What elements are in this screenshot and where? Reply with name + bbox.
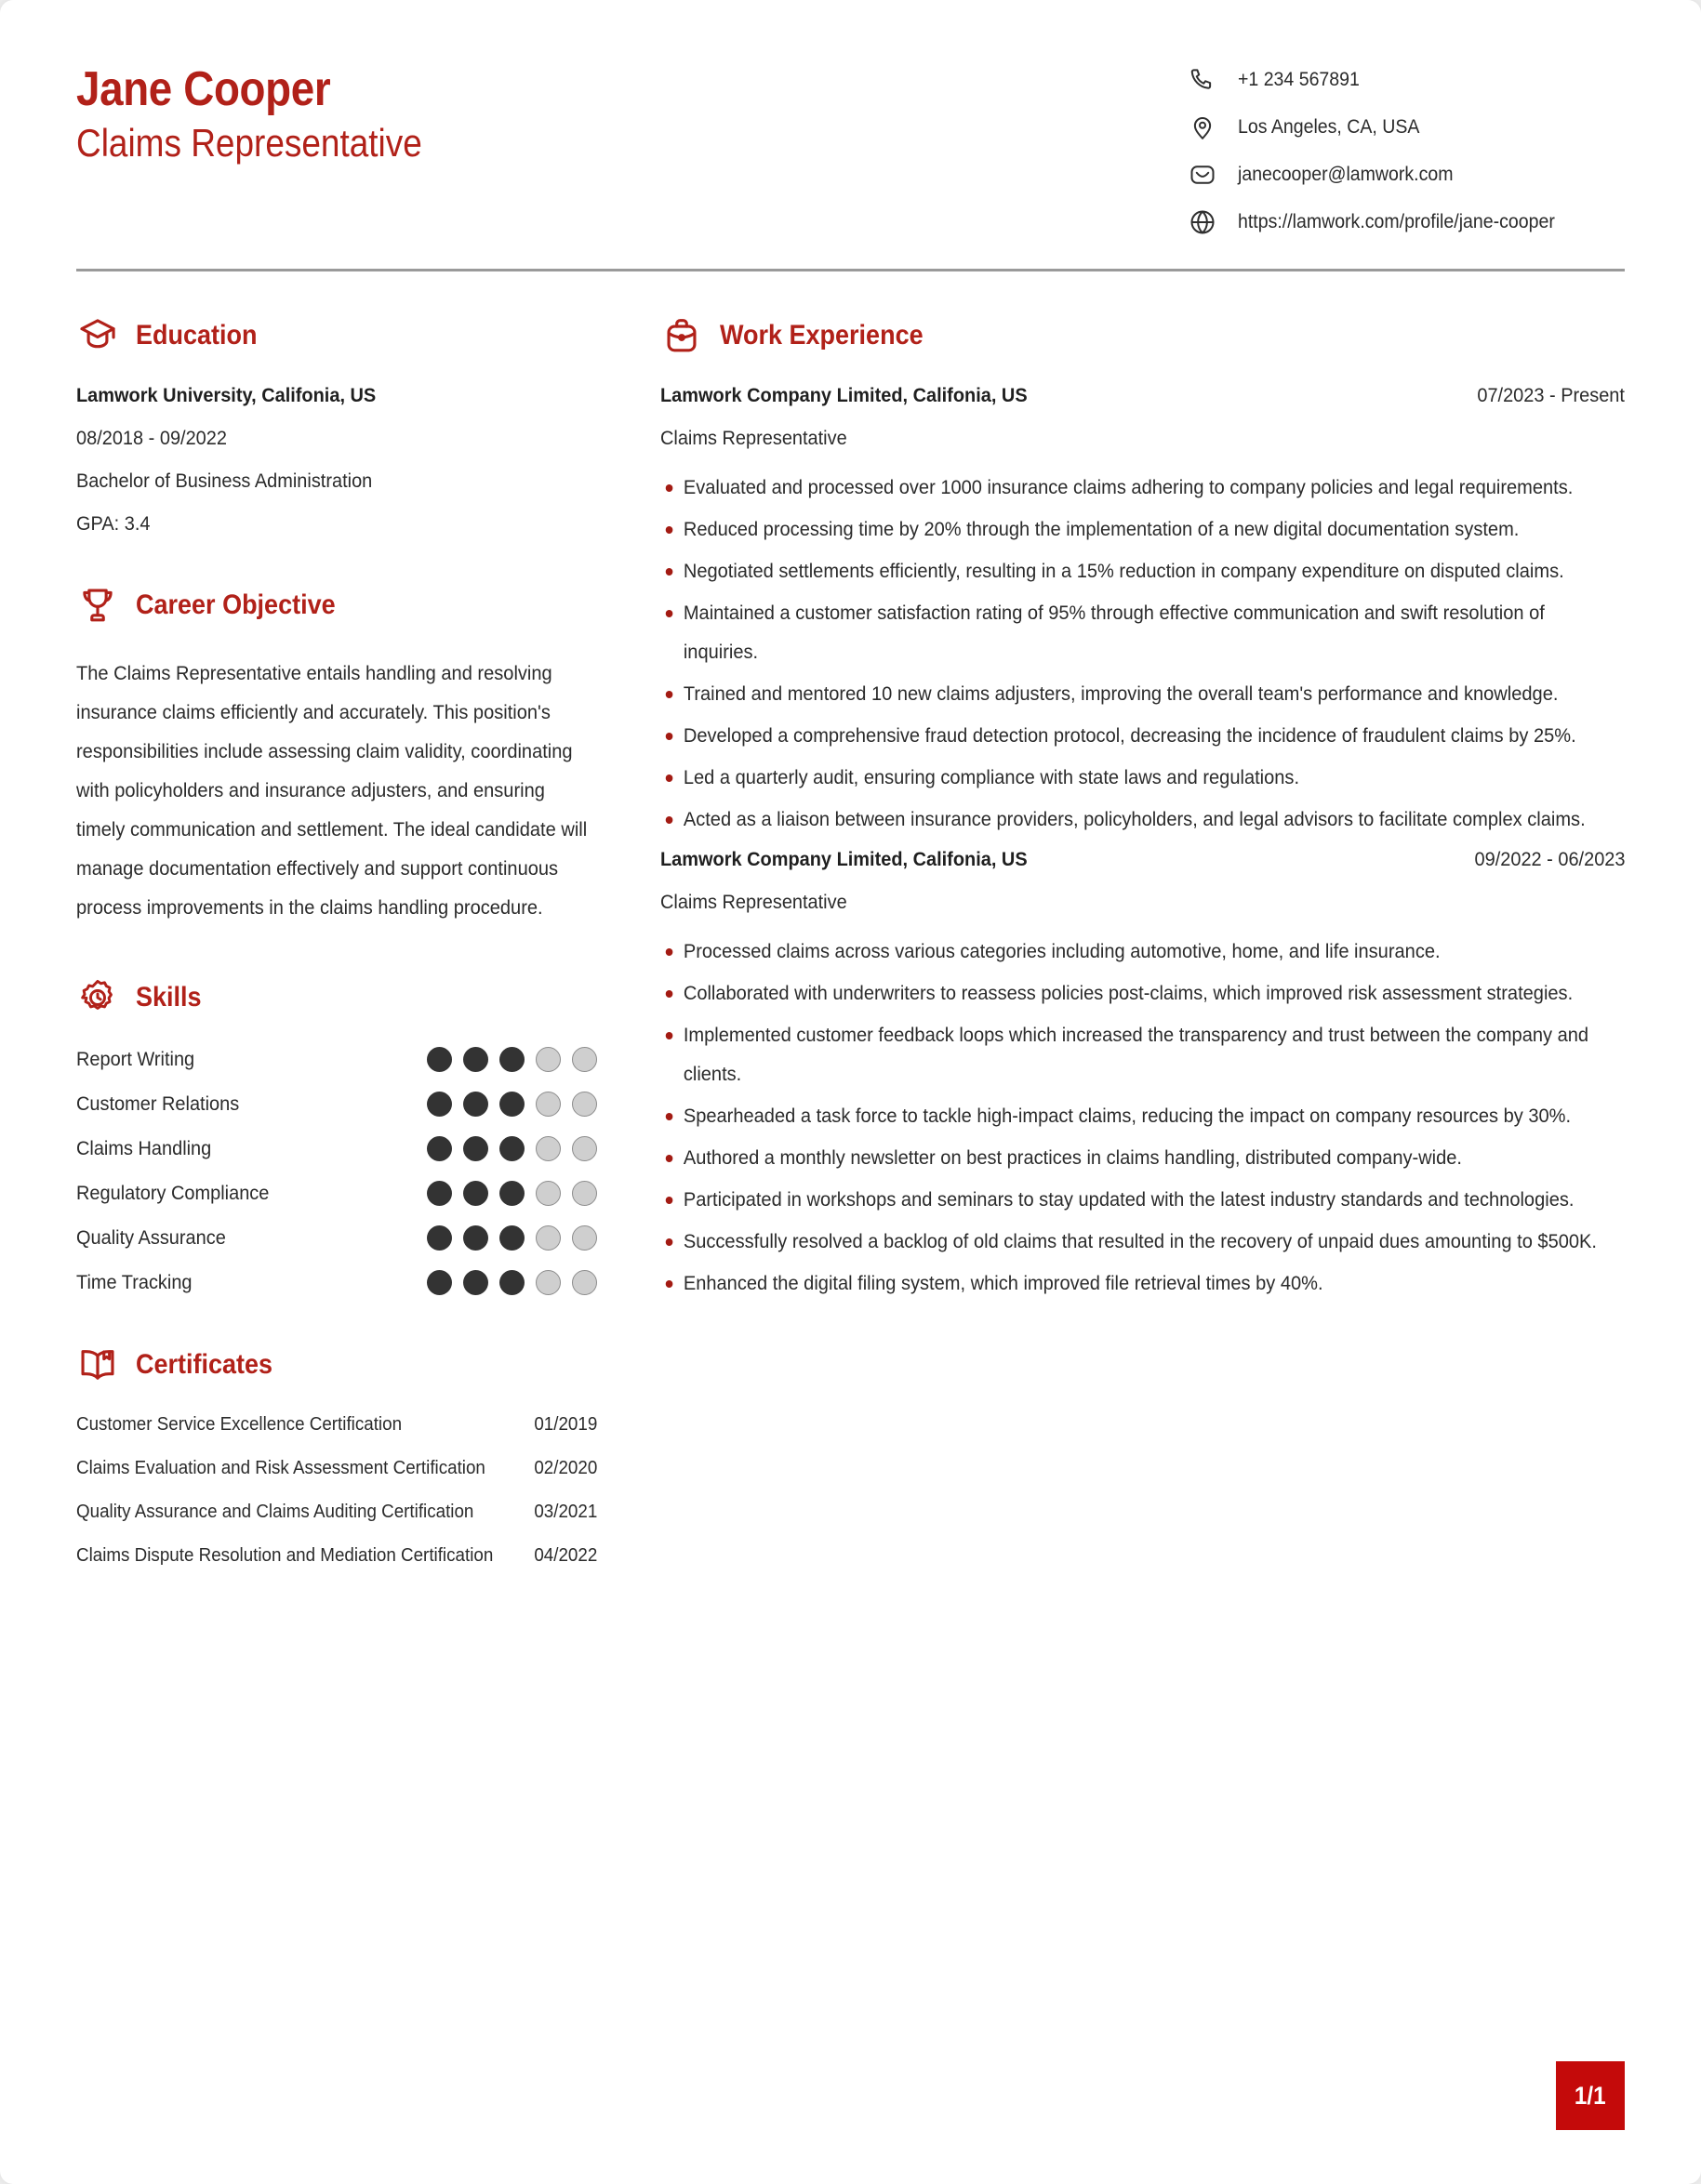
skill-row	[76, 1047, 597, 1072]
section-skills	[76, 976, 597, 1295]
certificate-row	[76, 1414, 597, 1436]
job-entry	[660, 849, 1625, 1304]
rating-dot-filled	[463, 1270, 488, 1295]
identity-block	[76, 58, 470, 166]
skill-row	[76, 1270, 597, 1295]
section-career-objective	[76, 584, 597, 928]
rating-dot-filled	[427, 1181, 452, 1206]
skills-heading	[76, 976, 597, 1019]
rating-dot-empty	[536, 1225, 561, 1251]
job-organization: Lamwork Company Limited, Califonia, US	[660, 849, 1028, 870]
work-experience-heading	[660, 314, 1625, 357]
skill-rating-dots	[427, 1136, 597, 1161]
rating-dot-empty	[536, 1136, 561, 1161]
skills-list	[76, 1047, 597, 1295]
rating-dot-empty	[572, 1136, 597, 1161]
location-pin-icon	[1188, 113, 1217, 142]
job-header	[660, 849, 1625, 871]
gear-clock-icon	[76, 976, 119, 1019]
page-number-label: 1/1	[1575, 2081, 1606, 2110]
job-bullet: Negotiated settlements efficiently, resulting in a 15% reduction in company expenditure on disputed claims.	[660, 552, 1618, 591]
rating-dot-empty	[536, 1092, 561, 1117]
certificate-row	[76, 1502, 597, 1523]
certificate-date: 01/2019	[534, 1414, 597, 1435]
left-column	[76, 314, 634, 1615]
jobs-list	[660, 385, 1625, 1304]
skill-rating-dots	[427, 1270, 597, 1295]
contact-location-text: Los Angeles, CA, USA	[1238, 116, 1420, 138]
contact-item-phone[interactable]	[1188, 65, 1625, 95]
job-organization: Lamwork Company Limited, Califonia, US	[660, 385, 1028, 406]
page-number-badge	[1556, 2061, 1625, 2130]
rating-dot-empty	[572, 1047, 597, 1072]
job-bullet: Collaborated with underwriters to reassess policies post-claims, which improved risk assessment strategies.	[660, 974, 1618, 1013]
job-position: Claims Representative	[660, 428, 847, 449]
contact-item-website[interactable]	[1188, 207, 1625, 237]
job-bullet: Successfully resolved a backlog of old claims that resulted in the recovery of unpaid dues amounting to $500K.	[660, 1223, 1618, 1262]
skill-name: Claims Handling	[76, 1137, 212, 1159]
certificate-row	[76, 1545, 597, 1567]
job-bullet: Evaluated and processed over 1000 insurance claims adhering to company policies and legal requirements.	[660, 469, 1618, 508]
job-header	[660, 385, 1625, 407]
job-bullet: Processed claims across various categories including automotive, home, and life insurance.	[660, 933, 1618, 972]
job-bullet: Reduced processing time by 20% through the implementation of a new digital documentation system.	[660, 510, 1618, 549]
certificate-name: Claims Dispute Resolution and Mediation Certification	[76, 1545, 494, 1566]
certificates-list	[76, 1414, 597, 1567]
contact-website-text: https://lamwork.com/profile/jane-cooper	[1238, 211, 1555, 232]
certificate-name: Claims Evaluation and Risk Assessment Certification	[76, 1458, 485, 1478]
career-objective-title: Career Objective	[136, 589, 336, 620]
rating-dot-filled	[499, 1181, 525, 1206]
certificates-title: Certificates	[136, 1349, 273, 1380]
rating-dot-empty	[572, 1225, 597, 1251]
job-bullet-list	[660, 469, 1625, 840]
certificate-date: 04/2022	[534, 1545, 597, 1566]
education-dates: 08/2018 - 09/2022	[76, 428, 227, 449]
job-entry	[660, 385, 1625, 840]
rating-dot-filled	[427, 1136, 452, 1161]
rating-dot-filled	[499, 1047, 525, 1072]
job-bullet: Led a quarterly audit, ensuring compliance with state laws and regulations.	[660, 759, 1618, 798]
contact-phone-text: +1 234 567891	[1238, 69, 1360, 90]
education-gpa: GPA: 3.4	[76, 513, 151, 535]
certificate-date: 03/2021	[534, 1502, 597, 1522]
education-organization: Lamwork University, Califonia, US	[76, 385, 377, 406]
education-degree: Bachelor of Business Administration	[76, 470, 373, 492]
envelope-icon	[1188, 160, 1217, 190]
graduation-cap-icon	[76, 314, 119, 357]
job-dates: 07/2023 - Present	[1477, 385, 1625, 406]
work-experience-title: Work Experience	[720, 320, 924, 351]
rating-dot-filled	[427, 1092, 452, 1117]
job-bullet: Acted as a liaison between insurance providers, policyholders, and legal advisors to facilitate complex claims.	[660, 801, 1618, 840]
rating-dot-empty	[572, 1092, 597, 1117]
skill-row	[76, 1092, 597, 1117]
phone-icon	[1188, 65, 1217, 95]
contact-item-location[interactable]	[1188, 113, 1625, 142]
certificates-heading	[76, 1343, 597, 1386]
job-position: Claims Representative	[660, 892, 847, 913]
education-heading	[76, 314, 597, 357]
certificate-date: 02/2020	[534, 1458, 597, 1478]
job-bullet-list	[660, 933, 1625, 1304]
skill-rating-dots	[427, 1181, 597, 1206]
skill-row	[76, 1136, 597, 1161]
job-bullet: Developed a comprehensive fraud detection protocol, decreasing the incidence of fraudulent claims by 25%.	[660, 717, 1618, 756]
contact-item-email[interactable]	[1188, 160, 1625, 190]
rating-dot-filled	[427, 1225, 452, 1251]
rating-dot-empty	[536, 1047, 561, 1072]
rating-dot-empty	[572, 1270, 597, 1295]
resume-header	[76, 58, 1625, 254]
rating-dot-filled	[499, 1225, 525, 1251]
globe-icon	[1188, 207, 1217, 237]
rating-dot-filled	[499, 1092, 525, 1117]
skill-rating-dots	[427, 1092, 597, 1117]
rating-dot-empty	[536, 1181, 561, 1206]
briefcase-icon	[660, 314, 703, 357]
certificate-row	[76, 1458, 597, 1479]
skill-name: Report Writing	[76, 1048, 195, 1070]
rating-dot-filled	[463, 1181, 488, 1206]
rating-dot-filled	[499, 1270, 525, 1295]
job-bullet: Trained and mentored 10 new claims adjusters, improving the overall team's performance and knowledge.	[660, 675, 1618, 714]
resume-body	[76, 271, 1625, 1615]
job-bullet: Implemented customer feedback loops which increased the transparency and trust between the company and clients.	[660, 1016, 1618, 1094]
career-objective-text: The Claims Representative entails handling and resolving insurance claims efficiently and accurately. This position's responsibilities include assessing claim validity, coordinating with policyholders and insurance adjusters, and ensuring timely communication and settlement. The ideal candidate will manage documentation effectively and support continuous process improvements in the claims handling procedure.	[76, 663, 588, 919]
job-bullet: Authored a monthly newsletter on best practices in claims handling, distributed company-wide.	[660, 1139, 1618, 1178]
rating-dot-filled	[427, 1270, 452, 1295]
skills-title: Skills	[136, 982, 202, 1013]
skill-row	[76, 1181, 597, 1206]
open-book-icon	[76, 1343, 119, 1386]
certificate-name: Customer Service Excellence Certification	[76, 1414, 403, 1435]
rating-dot-filled	[499, 1136, 525, 1161]
skill-name: Time Tracking	[76, 1271, 193, 1293]
rating-dot-filled	[463, 1047, 488, 1072]
job-bullet: Maintained a customer satisfaction rating of 95% through effective communication and swift resolution of inquiries.	[660, 594, 1618, 672]
job-bullet: Spearheaded a task force to tackle high-impact claims, reducing the impact on company resources by 30%.	[660, 1097, 1618, 1136]
skill-name: Regulatory Compliance	[76, 1182, 270, 1204]
section-education	[76, 314, 597, 536]
rating-dot-filled	[463, 1092, 488, 1117]
candidate-role: Claims Representative	[76, 121, 422, 165]
section-certificates	[76, 1343, 597, 1567]
career-objective-heading	[76, 584, 597, 627]
contact-list	[1188, 58, 1625, 237]
candidate-name: Jane Cooper	[76, 62, 331, 116]
contact-email-text: janecooper@lamwork.com	[1238, 164, 1454, 185]
skill-rating-dots	[427, 1047, 597, 1072]
rating-dot-filled	[463, 1136, 488, 1161]
right-column	[634, 314, 1625, 1615]
skill-row	[76, 1225, 597, 1251]
job-dates: 09/2022 - 06/2023	[1474, 849, 1625, 870]
rating-dot-empty	[572, 1181, 597, 1206]
rating-dot-empty	[536, 1270, 561, 1295]
job-bullet: Participated in workshops and seminars to stay updated with the latest industry standards and technologies.	[660, 1181, 1618, 1220]
rating-dot-filled	[463, 1225, 488, 1251]
skill-name: Quality Assurance	[76, 1226, 226, 1249]
trophy-icon	[76, 584, 119, 627]
education-title: Education	[136, 320, 258, 351]
skill-name: Customer Relations	[76, 1092, 240, 1115]
rating-dot-filled	[427, 1047, 452, 1072]
job-bullet: Enhanced the digital filing system, which improved file retrieval times by 40%.	[660, 1264, 1618, 1304]
skill-rating-dots	[427, 1225, 597, 1251]
certificate-name: Quality Assurance and Claims Auditing Certification	[76, 1502, 474, 1522]
